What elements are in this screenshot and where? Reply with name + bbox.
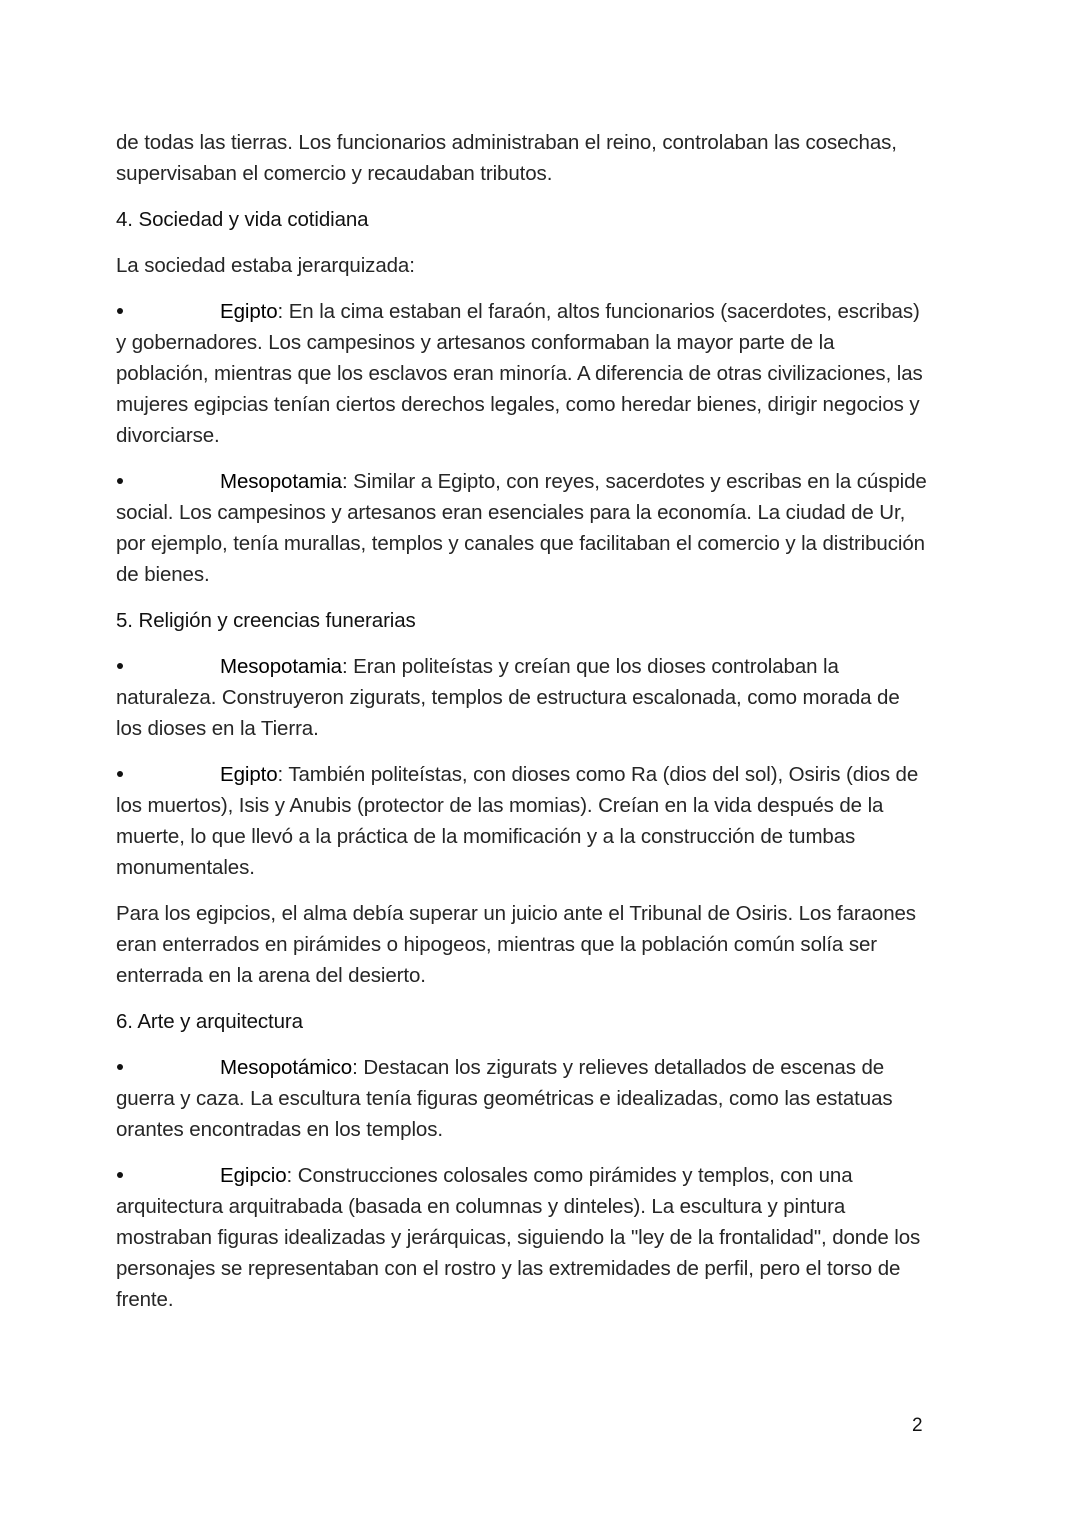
bullet-icon [116,651,220,682]
bullet-text: : Similar a Egipto, con reyes, sacerdotes y escribas en la cúspide social. Los campesinos y artesanos eran esenciales para la economía. La ciudad de Ur, por ejemplo, tenía murallas, templos y canales que facilitaban el comercio y la distribución de bienes. [116,470,927,586]
bullet-text: : En la cima estaban el faraón, altos funcionarios (sacerdotes, escribas) y gobernadores. Los campesinos y artesanos conformaban la mayor parte de la población, mientras que los esclavos eran minoría. A diferencia de otras civilizaciones, las mujeres egipcias tenían ciertos derechos legales, como heredar bienes, dirigir negocios y divorciarse. [116,300,923,447]
bullet-text: : También politeístas, con dioses como Ra (dios del sol), Osiris (dios de los muertos), Isis y Anubis (protector de las momias). Creían en la vida después de la muerte, lo que llevó a la práctica de la momificación y a la construcción de tumbas monumentales. [116,763,919,879]
bullet-icon [116,466,220,497]
bullet-mesopotamico-art [116,1052,928,1145]
bullet-egipcio-art [116,1160,928,1315]
religion-paragraph: Para los egipcios, el alma debía superar un juicio ante el Tribunal de Osiris. Los faraones eran enterrados en pirámides o hipogeos, mientras que la población común solía ser enterrada en la arena del desierto. [116,902,916,987]
section-heading-art: 6. Arte y arquitectura [116,1010,303,1033]
society-lead: La sociedad estaba jerarquizada: [116,254,415,277]
bullet-text: : Construcciones colosales como pirámides y templos, con una arquitectura arquitrabada (basada en columnas y dinteles). La escultura y pintura mostraban figuras idealizadas y jerárquicas, siguiendo la "ley de la frontalidad", donde los personajes se representaban con el rostro y las extremidades de perfil, pero el torso de frente. [116,1164,921,1311]
bullet-icon [116,1052,220,1083]
section-heading-society: 4. Sociedad y vida cotidiana [116,208,369,231]
bullet-icon [116,759,220,790]
intro-paragraph: de todas las tierras. Los funcionarios administraban el reino, controlaban las cosechas, supervisaban el comercio y recaudaban tributos. [116,131,897,185]
bullet-term: Mesopotamia [220,655,342,678]
bullet-term: Mesopotámico [220,1056,353,1079]
page-content [116,127,928,1330]
page-number: 2 [912,1415,923,1436]
bullet-term: Egipto [220,300,278,323]
bullet-egipto-religion [116,759,928,883]
bullet-term: Mesopotamia [220,470,342,493]
bullet-text: : Destacan los zigurats y relieves detallados de escenas de guerra y caza. La escultura tenía figuras geométricas e idealizadas, como las estatuas orantes encontradas en los templos. [116,1056,893,1141]
bullet-term: Egipto [220,763,278,786]
bullet-mesopotamia-society [116,466,928,590]
bullet-icon [116,296,220,327]
bullet-text: : Eran politeístas y creían que los dioses controlaban la naturaleza. Construyeron zigurats, templos de estructura escalonada, como morada de los dioses en la Tierra. [116,655,900,740]
bullet-mesopotamia-religion [116,651,928,744]
bullet-term: Egipcio [220,1164,287,1187]
bullet-icon [116,1160,220,1191]
bullet-egipto-society [116,296,928,451]
section-heading-religion: 5. Religión y creencias funerarias [116,609,416,632]
